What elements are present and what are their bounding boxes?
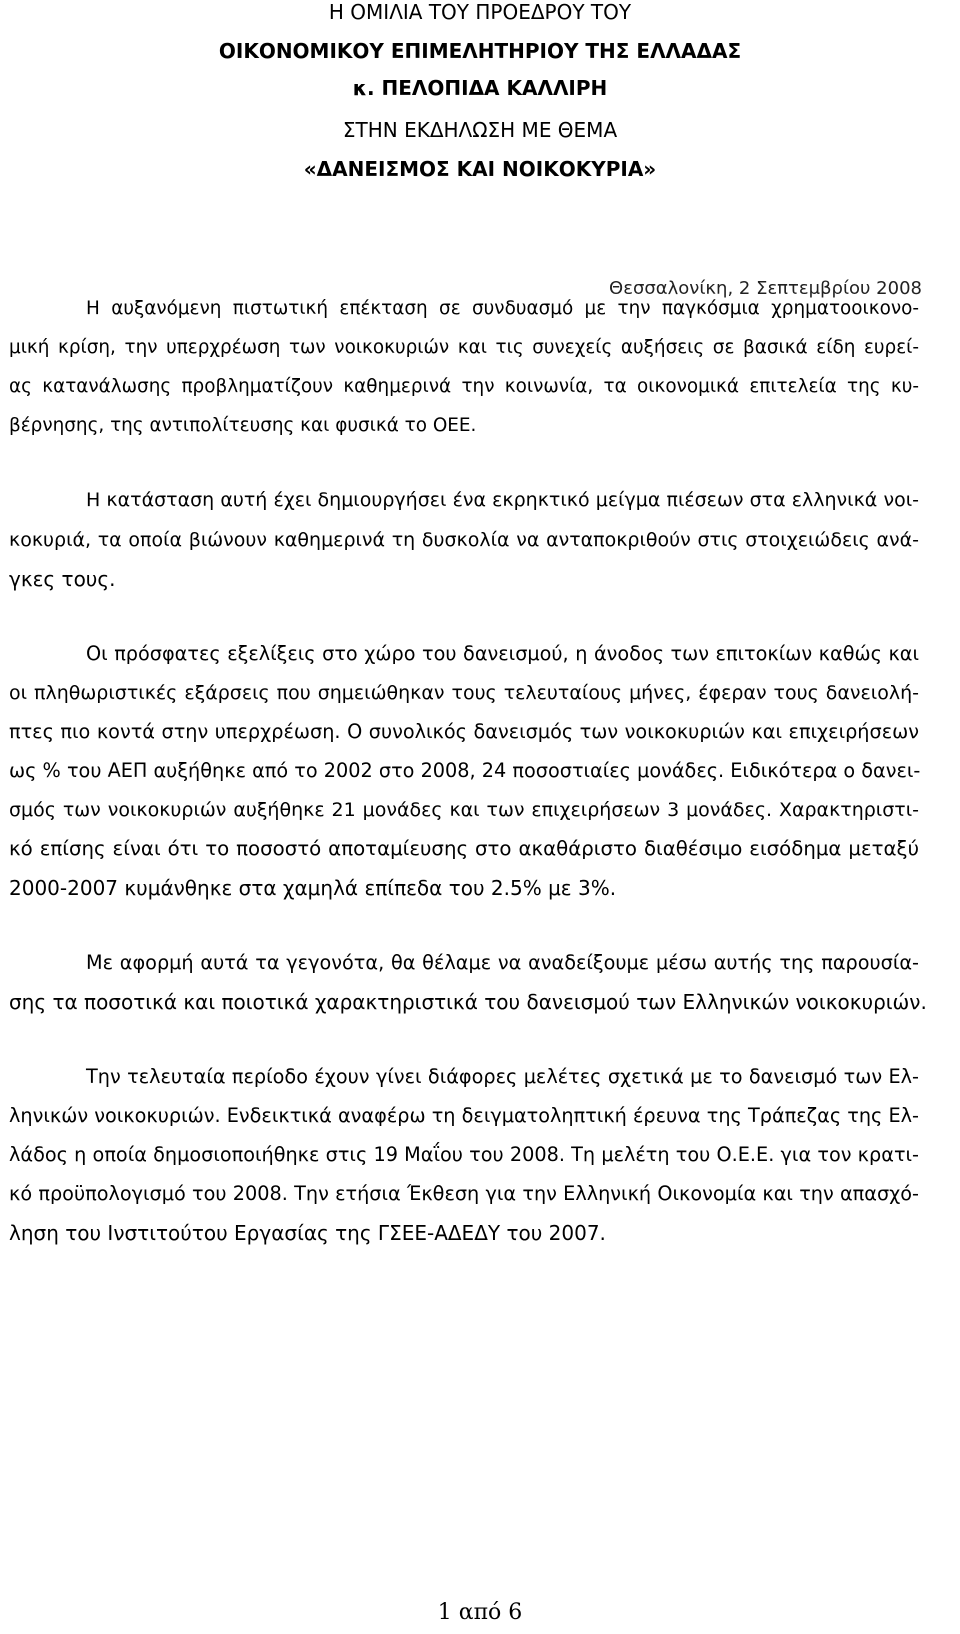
paragraph-line: μική κρίση, την υπερχρέωση των νοικοκυριών και τις συνεχείς αυξήσεις σε βασικά είδη ευρεί- bbox=[9, 337, 919, 358]
paragraph-line: πτες πιο κοντά στην υπερχρέωση. Ο συνολικός δανεισμός των νοικοκυριών και επιχειρήσεων bbox=[9, 720, 919, 743]
paragraph-line: Με αφορμή αυτά τα γεγονότα, θα θέλαμε να αναδείξουμε μέσω αυτής της παρουσία- bbox=[86, 951, 919, 974]
paragraph-line: ληνικών νοικοκυριών. Ενδεικτικά αναφέρω τη δειγματοληπτική έρευνα της Τράπεζας της Ελ- bbox=[9, 1104, 919, 1127]
paragraph-line: Η κατάσταση αυτή έχει δημιουργήσει ένα εκρηκτικό μείγμα πιέσεων στα ελληνικά νοι- bbox=[86, 489, 919, 511]
header-line-5: «ΔΑΝΕΙΣΜΟΣ ΚΑΙ ΝΟΙΚΟΚΥΡΙΑ» bbox=[303, 157, 657, 181]
paragraph-line: κό επίσης είναι ότι το ποσοστό αποταμίευσης στο ακαθάριστο διαθέσιμο εισόδημα μεταξύ bbox=[9, 837, 919, 860]
paragraph-line: Την τελευταία περίοδο έχουν γίνει διάφορες μελέτες σχετικά με το δανεισμό των Ελ- bbox=[86, 1065, 919, 1088]
document-date: Θεσσαλονίκη, 2 Σεπτεμβρίου 2008 bbox=[609, 278, 922, 299]
header-line-3: κ. ΠΕΛΟΠΙΔΑ ΚΑΛΛΙΡΗ bbox=[352, 76, 608, 100]
paragraph-line: ληση του Ινστιτούτου Εργασίας της ΓΣΕΕ-ΑΔΕΔΥ του 2007. bbox=[9, 1221, 606, 1245]
paragraph-line: βέρνησης, της αντιπολίτευσης και φυσικά το ΟΕΕ. bbox=[9, 415, 477, 436]
paragraph-line: οι πληθωριστικές εξάρσεις που σημειώθηκαν τους τελευταίους μήνες, έφεραν τους δανειολή- bbox=[9, 682, 919, 704]
header-line-1: Η ΟΜΙΛΙΑ ΤΟΥ ΠΡΟΕΔΡΟΥ ΤΟΥ bbox=[328, 0, 632, 24]
paragraph-line: Η αυξανόμενη πιστωτική επέκταση σε συνδυασμό με την παγκόσμια χρηματοοικονο- bbox=[86, 298, 919, 319]
paragraph-line: ας κατανάλωσης προβληματίζουν καθημερινά την κοινωνία, τα οικονομικά επιτελεία της κυ- bbox=[9, 376, 919, 397]
paragraph-line: 2000-2007 κυμάνθηκε στα χαμηλά επίπεδα του 2.5% με 3%. bbox=[9, 876, 617, 900]
paragraph-line: κό προϋπολογισμό του 2008. Την ετήσια Έκθεση για την Ελληνική Οικονομία και την απασχό- bbox=[9, 1182, 919, 1205]
paragraph-line: κοκυριά, τα οποία βιώνουν καθημερινά τη δυσκολία να ανταποκριθούν στις στοιχειώδεις ανά- bbox=[9, 529, 919, 551]
paragraph-line: γκες τους. bbox=[9, 567, 116, 591]
header-line-2: ΟΙΚΟΝΟΜΙΚΟΥ ΕΠΙΜΕΛΗΤΗΡΙΟΥ ΤΗΣ ΕΛΛΑΔΑΣ bbox=[218, 39, 742, 63]
paragraph-line: σμός των νοικοκυριών αυξήθηκε 21 μονάδες και των επιχειρήσεων 3 μονάδες. Χαρακτηριστι- bbox=[9, 799, 919, 821]
paragraph-line: Οι πρόσφατες εξελίξεις στο χώρο του δανεισμού, η άνοδος των επιτοκίων καθώς και bbox=[86, 642, 919, 665]
paragraph-line: ως % του ΑΕΠ αυξήθηκε από το 2002 στο 2008, 24 ποσοστιαίες μονάδες. Ειδικότερα ο δανει- bbox=[9, 759, 921, 782]
paragraph-line: λάδος η οποία δημοσιοποιήθηκε στις 19 Μαΐου του 2008. Τη μελέτη του Ο.Ε.Ε. για τον κρατι- bbox=[9, 1143, 919, 1166]
page-number: 1 από 6 bbox=[437, 1600, 523, 1625]
header-line-4: ΣΤΗΝ ΕΚΔΗΛΩΣΗ ΜΕ ΘΕΜΑ bbox=[342, 118, 618, 142]
paragraph-line: σης τα ποσοτικά και ποιοτικά χαρακτηριστικά του δανεισμού των Ελληνικών νοικοκυριών. bbox=[9, 990, 927, 1014]
